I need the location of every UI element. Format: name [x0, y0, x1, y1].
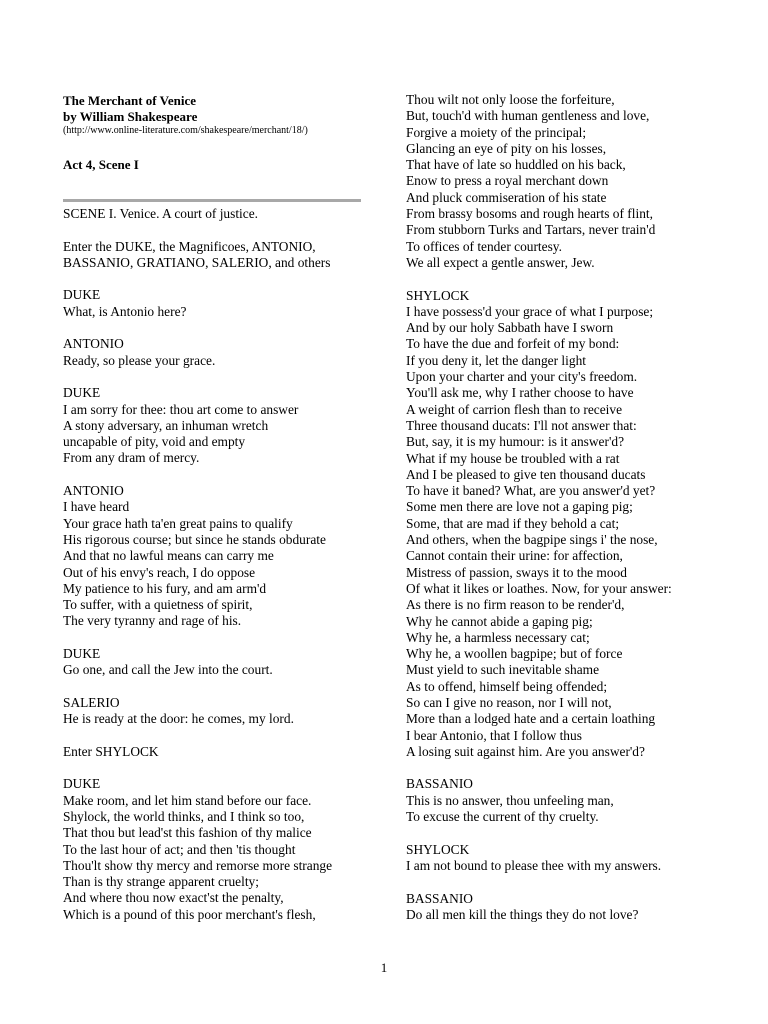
blank-line	[63, 222, 332, 238]
text-line: Make room, and let him stand before our face.	[63, 792, 312, 808]
page-number: 1	[380, 960, 388, 975]
document-author: by William Shakespeare	[63, 109, 198, 124]
text-line: More than a lodged hate and a certain loathing	[406, 711, 656, 727]
text-line: SHYLOCK	[406, 287, 470, 303]
text-line: To have the due and forfeit of my bond:	[406, 336, 620, 352]
text-line: Your grace hath ta'en great pains to qualify	[63, 515, 293, 531]
text-line: Enter the DUKE, the Magnificoes, ANTONIO,	[63, 238, 316, 254]
blank-line	[406, 760, 672, 776]
document-title: The Merchant of Venice	[63, 93, 196, 108]
text-line: We all expect a gentle answer, Jew.	[406, 254, 595, 270]
document-header	[63, 93, 308, 137]
text-line: Which is a pound of this poor merchant's flesh,	[63, 906, 316, 922]
text-line: The very tyranny and rage of his.	[63, 613, 242, 629]
text-line: Forgive a moiety of the principal;	[406, 124, 587, 140]
text-line: ANTONIO	[63, 483, 124, 499]
text-line: A stony adversary, an inhuman wretch	[63, 417, 269, 433]
text-line: To suffer, with a quietness of spirit,	[63, 597, 253, 613]
blank-line	[63, 760, 332, 776]
blank-line	[63, 467, 332, 483]
text-line: So can I give no reason, nor I will not,	[406, 694, 612, 710]
blank-line	[406, 271, 672, 287]
text-line: Three thousand ducats: I'll not answer that:	[406, 417, 637, 433]
text-line: DUKE	[63, 776, 101, 792]
text-line: But, say, it is my humour: is it answer'd?	[406, 434, 625, 450]
text-line: And I be pleased to give ten thousand ducats	[406, 466, 646, 482]
left-column-text	[63, 206, 332, 923]
text-line: A weight of carrion flesh than to receive	[406, 401, 623, 417]
text-line: Some men there are love not a gaping pig;	[406, 499, 633, 515]
text-line: Why he cannot abide a gaping pig;	[406, 613, 593, 629]
text-line: From stubborn Turks and Tartars, never train'd	[406, 222, 656, 238]
text-line: Than is thy strange apparent cruelty;	[63, 874, 259, 890]
text-line: DUKE	[63, 287, 101, 303]
blank-line	[63, 369, 332, 385]
text-line: This is no answer, thou unfeeling man,	[406, 792, 614, 808]
text-line: To have it baned? What, are you answer'd yet?	[406, 483, 656, 499]
text-line: Out of his envy's reach, I do oppose	[63, 564, 256, 580]
text-line: A losing suit against him. Are you answer'd?	[406, 743, 645, 759]
text-line: Why he, a woollen bagpipe; but of force	[406, 646, 623, 662]
text-line: Ready, so please your grace.	[63, 352, 216, 368]
text-line: Go one, and call the Jew into the court.	[63, 662, 273, 678]
text-line: To excuse the current of thy cruelty.	[406, 809, 599, 825]
text-line: My patience to his fury, and am arm'd	[63, 580, 267, 596]
text-line: I have heard	[63, 499, 130, 515]
horizontal-divider	[63, 199, 361, 202]
text-line: ANTONIO	[63, 336, 124, 352]
text-line: Enter SHYLOCK	[63, 743, 159, 759]
text-line: And by our holy Sabbath have I sworn	[406, 320, 614, 336]
text-line: And where thou now exact'st the penalty,	[63, 890, 284, 906]
text-line: Mistress of passion, sways it to the mood	[406, 564, 627, 580]
source-url: (http://www.online-literature.com/shakespeare/merchant/18/)	[63, 125, 308, 136]
text-line: From brassy bosoms and rough hearts of flint,	[406, 206, 653, 222]
blank-line	[63, 728, 332, 744]
text-line: As to offend, himself being offended;	[406, 678, 608, 694]
text-line: uncapable of pity, void and empty	[63, 434, 246, 450]
text-line: Must yield to such inevitable shame	[406, 662, 600, 678]
text-line: And pluck commiseration of his state	[406, 189, 607, 205]
text-line: He is ready at the door: he comes, my lord.	[63, 711, 294, 727]
text-line: DUKE	[63, 646, 101, 662]
text-line: Upon your charter and your city's freedom.	[406, 369, 638, 385]
text-line: His rigorous course; but since he stands obdurate	[63, 531, 326, 547]
text-line: Shylock, the world thinks, and I think so too,	[63, 808, 305, 824]
text-line: Enow to press a royal merchant down	[406, 173, 609, 189]
blank-line	[63, 320, 332, 336]
text-line: Cannot contain their urine: for affection,	[406, 548, 623, 564]
text-line: I have possess'd your grace of what I purpose;	[406, 303, 654, 319]
text-line: Thou wilt not only loose the forfeiture,	[406, 92, 615, 107]
text-line: Glancing an eye of pity on his losses,	[406, 140, 607, 156]
text-line: SALERIO	[63, 694, 120, 710]
text-line: SCENE I. Venice. A court of justice.	[63, 206, 258, 221]
text-line: And that no lawful means can carry me	[63, 548, 274, 564]
right-column-text	[406, 92, 672, 923]
text-line: BASSANIO	[406, 890, 473, 906]
text-line: I am sorry for thee: thou art come to answer	[63, 401, 299, 417]
text-line: And others, when the bagpipe sings i' the nose,	[406, 532, 658, 548]
text-line: Some, that are mad if they behold a cat;	[406, 515, 620, 531]
text-line: To offices of tender courtesy.	[406, 238, 562, 254]
text-line: Why he, a harmless necessary cat;	[406, 629, 590, 645]
text-line: DUKE	[63, 385, 101, 401]
text-line: That have of late so huddled on his back,	[406, 157, 626, 173]
text-line: That thou but lead'st this fashion of thy malice	[63, 825, 312, 841]
text-line: From any dram of mercy.	[63, 450, 200, 466]
text-line: BASSANIO	[406, 776, 473, 792]
text-line: SHYLOCK	[406, 841, 470, 857]
text-line: BASSANIO, GRATIANO, SALERIO, and others	[63, 254, 331, 270]
blank-line	[63, 630, 332, 646]
act-scene-heading: Act 4, Scene I	[63, 157, 139, 172]
text-line: I bear Antonio, that I follow thus	[406, 727, 582, 743]
blank-line	[63, 271, 332, 287]
text-line: But, touch'd with human gentleness and love,	[406, 108, 650, 124]
text-line: What, is Antonio here?	[63, 303, 187, 319]
text-line: You'll ask me, why I rather choose to have	[406, 385, 634, 401]
text-line: As there is no firm reason to be render'd,	[406, 597, 625, 613]
text-line: Do all men kill the things they do not love?	[406, 906, 639, 922]
blank-line	[406, 874, 672, 890]
text-line: If you deny it, let the danger light	[406, 352, 586, 368]
text-line: What if my house be troubled with a rat	[406, 450, 620, 466]
text-line: Thou'lt show thy mercy and remorse more strange	[63, 857, 333, 873]
text-line: I am not bound to please thee with my answers.	[406, 857, 662, 873]
text-line: Of what it likes or loathes. Now, for your answer:	[406, 580, 672, 596]
blank-line	[63, 679, 332, 695]
text-line: To the last hour of act; and then 'tis thought	[63, 841, 296, 857]
blank-line	[406, 825, 672, 841]
